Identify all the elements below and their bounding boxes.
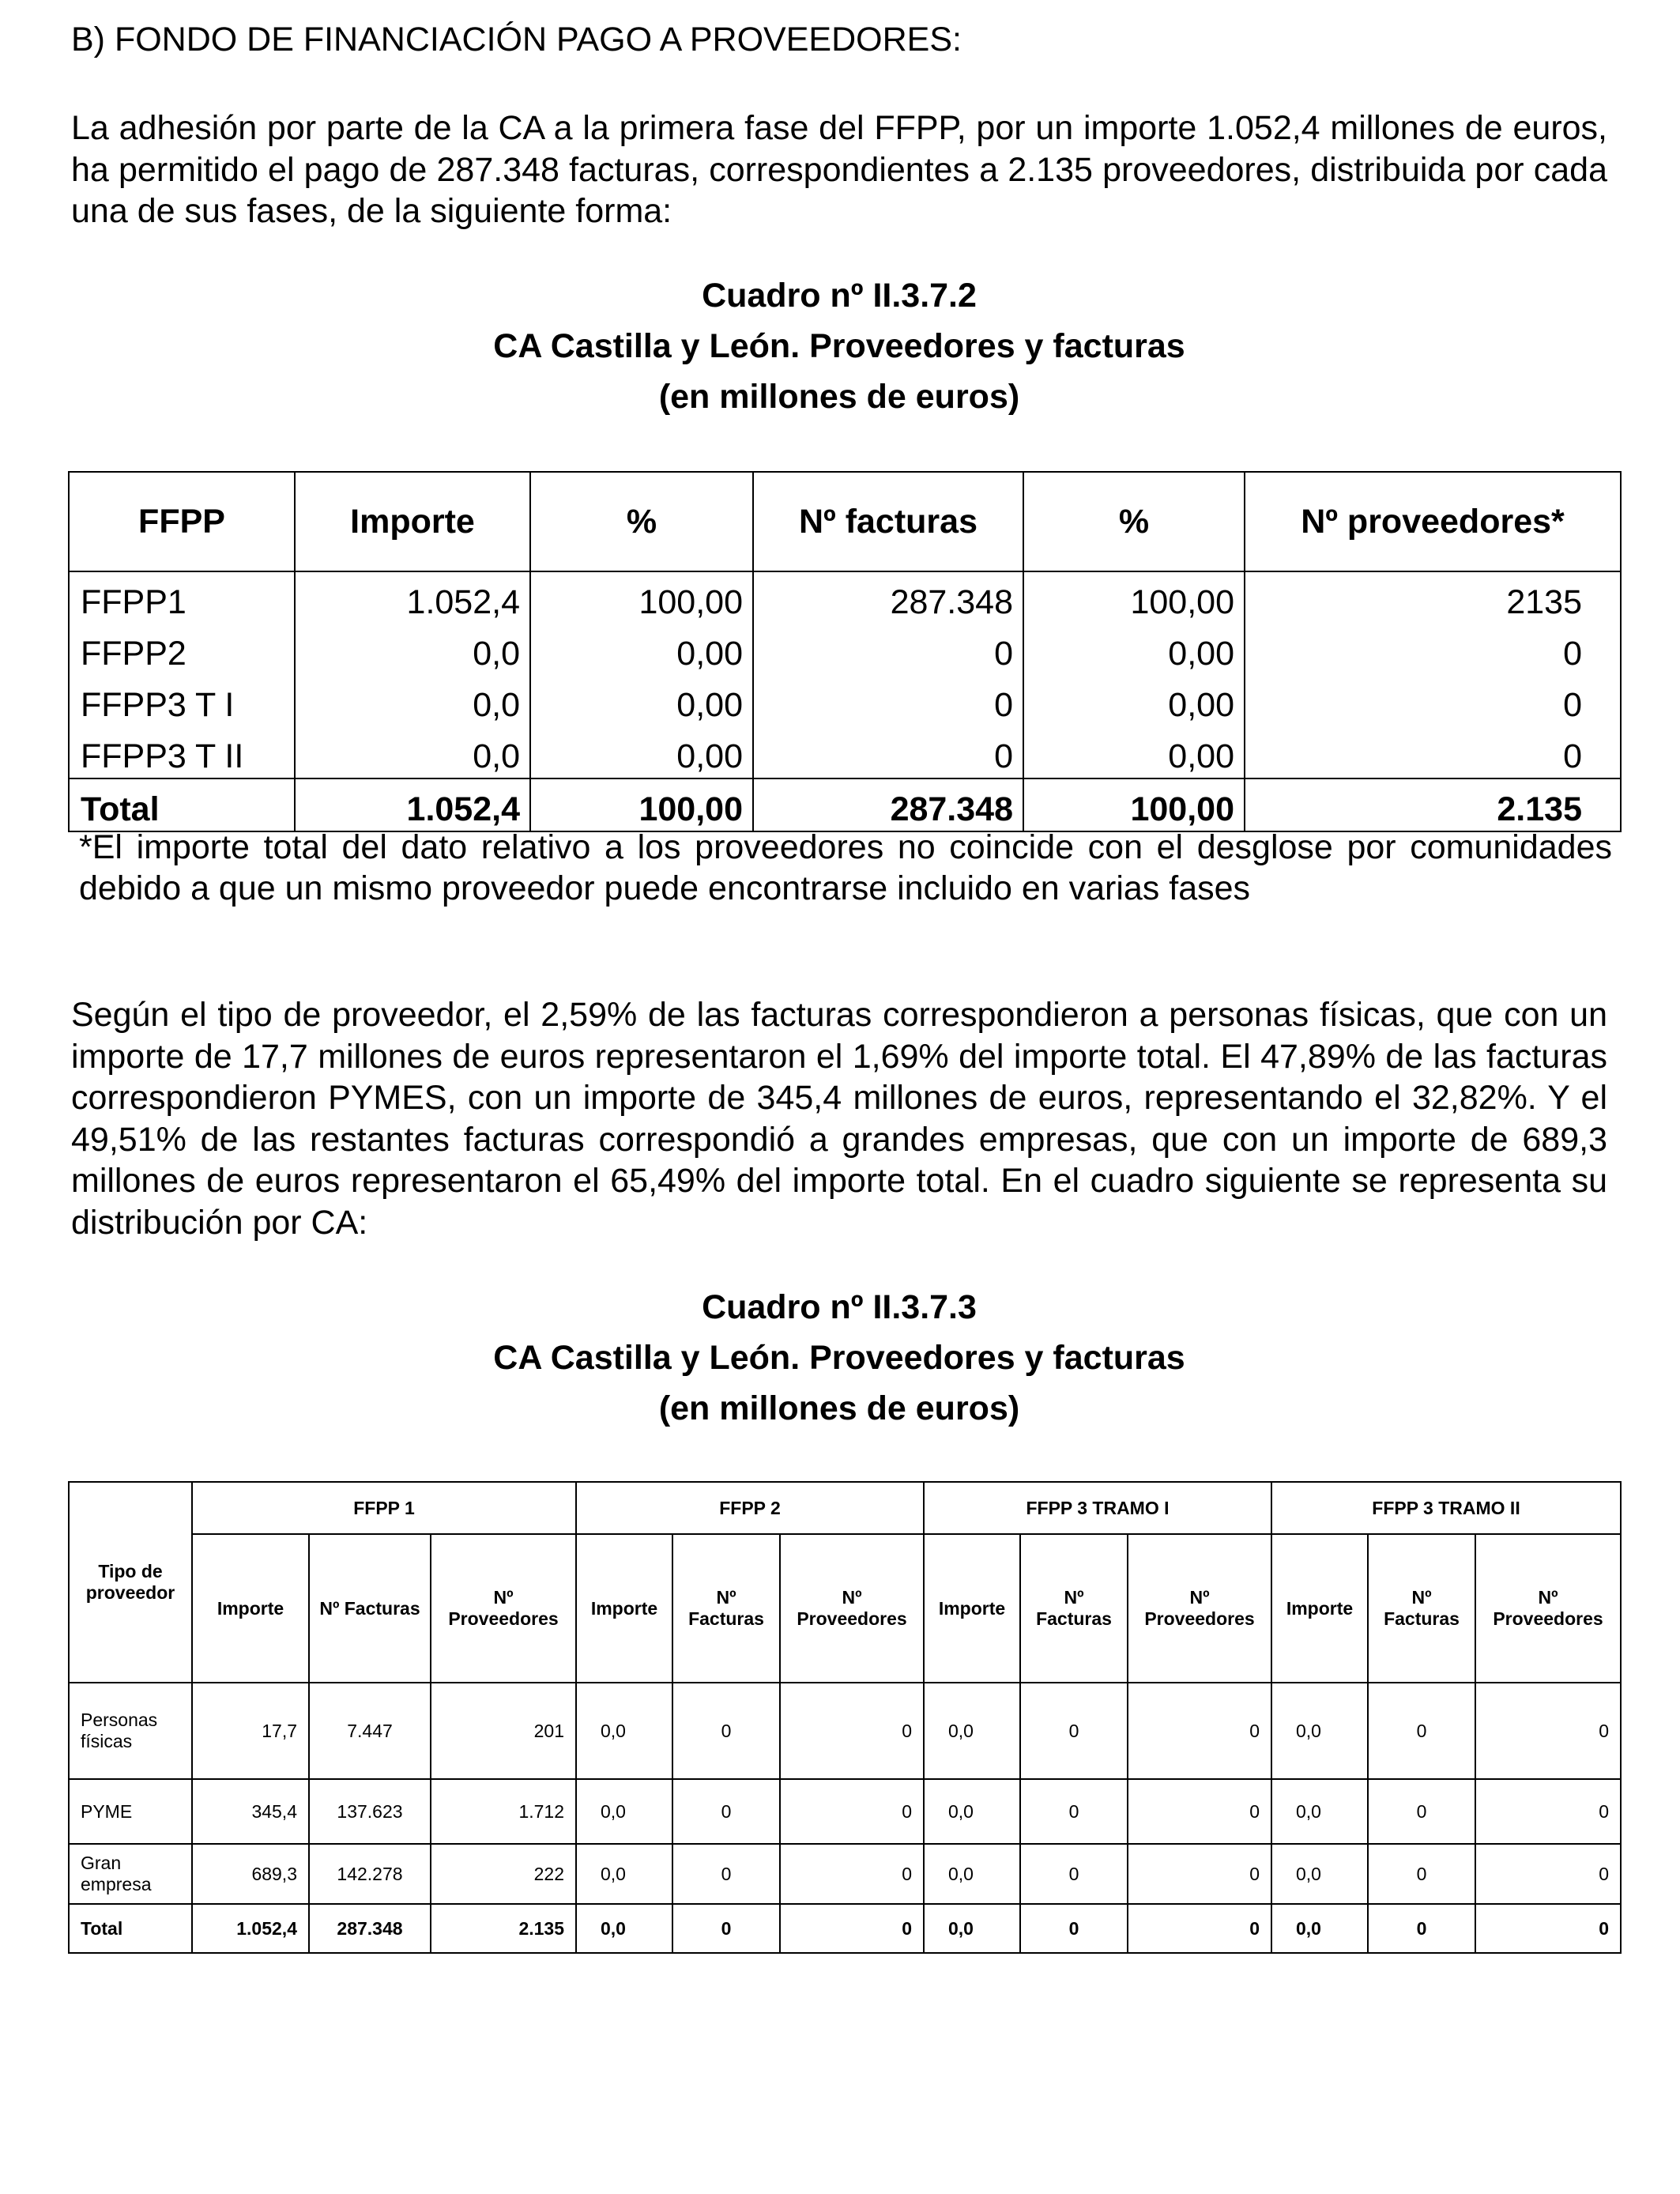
table-cell: FFPP2 <box>69 624 295 675</box>
table-cell: 345,4 <box>192 1779 309 1844</box>
row-label: Personas físicas <box>69 1683 192 1779</box>
table-cell: 0,0 <box>576 1844 672 1904</box>
table-cell: FFPP1 <box>69 571 295 624</box>
table-cell: 287.348 <box>753 778 1023 831</box>
table-cell: 0,0 <box>924 1683 1020 1779</box>
table-cell: 0,0 <box>1271 1779 1368 1844</box>
table-cell: 0 <box>780 1844 924 1904</box>
table-cell: 0,0 <box>295 675 530 726</box>
column-header: Nº Proveedores <box>1128 1534 1271 1683</box>
group-header: FFPP 3 TRAMO II <box>1271 1482 1621 1534</box>
group-header: FFPP 2 <box>576 1482 924 1534</box>
table-cell: 0,0 <box>576 1779 672 1844</box>
table-cell: 0 <box>1128 1779 1271 1844</box>
table2-caption-units: (en millones de euros) <box>658 1389 1020 1427</box>
table-cell: 0,0 <box>1271 1683 1368 1779</box>
table-cell: 0 <box>780 1683 924 1779</box>
table-cell: 142.278 <box>309 1844 431 1904</box>
table-row <box>69 675 1621 726</box>
column-header: Nº Proveedores <box>1475 1534 1621 1683</box>
table-cell: 100,00 <box>530 571 753 624</box>
table-cell: 2.135 <box>1245 778 1621 831</box>
table-cell: 0 <box>1128 1683 1271 1779</box>
table-cell: 0 <box>1128 1844 1271 1904</box>
table-cell: FFPP3 T II <box>69 726 295 778</box>
column-header: Importe <box>924 1534 1020 1683</box>
sub-header-row <box>69 1534 1621 1683</box>
table1-footnote: *El importe total del dato relativo a los proveedores no coincide con el desglose por comunidades debido a que un mismo proveedor puede encontrarse incluido en varias fases <box>79 828 1612 907</box>
table-cell: 0,0 <box>924 1844 1020 1904</box>
column-header: Nº Facturas <box>672 1534 780 1683</box>
column-header: Nº Facturas <box>1368 1534 1475 1683</box>
table-cell: 1.052,4 <box>295 778 530 831</box>
table-cell: 0 <box>753 726 1023 778</box>
table-cell: 0 <box>753 624 1023 675</box>
table-cell: 2135 <box>1245 571 1621 624</box>
table-cell: 0,0 <box>924 1779 1020 1844</box>
table-cell: 0,0 <box>924 1904 1020 1953</box>
table-cell: 7.447 <box>309 1683 431 1779</box>
table-cell: 222 <box>431 1844 576 1904</box>
column-header: Nº facturas <box>753 472 1023 571</box>
column-header: Nº Facturas <box>309 1534 431 1683</box>
table-cell: 0 <box>672 1683 780 1779</box>
table-cell: 0,0 <box>295 726 530 778</box>
table2-caption-number: Cuadro nº II.3.7.3 <box>702 1288 977 1326</box>
group-header-row <box>69 1482 1621 1534</box>
table-header-row <box>69 472 1621 571</box>
table-row <box>69 571 1621 624</box>
table-cell: 100,00 <box>530 778 753 831</box>
table-cell: 0 <box>1475 1683 1621 1779</box>
table-cell: 0 <box>1368 1683 1475 1779</box>
column-header: % <box>530 472 753 571</box>
table-cell: 0,0 <box>1271 1844 1368 1904</box>
table-cell: FFPP3 T I <box>69 675 295 726</box>
column-header: FFPP <box>69 472 295 571</box>
group-header: FFPP 3 TRAMO I <box>924 1482 1271 1534</box>
table-cell: 0,00 <box>1023 726 1245 778</box>
table-row <box>69 1844 1621 1904</box>
ffpp-summary-table <box>68 471 1622 832</box>
table-cell: 0,0 <box>1271 1904 1368 1953</box>
table-cell: 1.052,4 <box>295 571 530 624</box>
table-cell: 0 <box>1368 1904 1475 1953</box>
column-header: Nº Proveedores <box>431 1534 576 1683</box>
table-cell: 0 <box>1020 1844 1128 1904</box>
column-header: Nº proveedores* <box>1245 472 1621 571</box>
table-cell: 0 <box>780 1779 924 1844</box>
table-cell: 1.052,4 <box>192 1904 309 1953</box>
table-cell: Total <box>69 778 295 831</box>
column-header: Nº Facturas <box>1020 1534 1128 1683</box>
column-header: % <box>1023 472 1245 571</box>
table-row <box>69 726 1621 778</box>
table-cell: 689,3 <box>192 1844 309 1904</box>
group-header: FFPP 1 <box>192 1482 576 1534</box>
table-cell: 2.135 <box>431 1904 576 1953</box>
table-cell: 0,00 <box>530 675 753 726</box>
table-row <box>69 624 1621 675</box>
table1-caption-units: (en millones de euros) <box>658 378 1020 416</box>
table-cell: 0 <box>1245 726 1621 778</box>
row-label: PYME <box>69 1779 192 1844</box>
table-cell: 0,00 <box>1023 675 1245 726</box>
provider-type-paragraph: Según el tipo de proveedor, el 2,59% de las facturas correspondieron a personas físicas, que con un importe de 17,7 millones de euros representaron el 1,69% del importe total. El 47,89% de las facturas correspondieron PYMES, con un importe de 345,4 millones de euros, representando el 32,82%. Y el 49,51% de las restantes facturas correspondió a grandes empresas, que con un importe de 689,3 millones de euros representaron el 65,49% del importe total. En el cuadro siguiente se representa su distribución por CA: <box>71 996 1607 1242</box>
row-label: Gran empresa <box>69 1844 192 1904</box>
table-cell: 0 <box>1475 1904 1621 1953</box>
table-cell: 0,0 <box>576 1683 672 1779</box>
table-total-row <box>69 1904 1621 1953</box>
provider-type-table <box>68 1481 1622 1954</box>
table1-caption-number: Cuadro nº II.3.7.2 <box>702 277 977 315</box>
table-cell: 0 <box>1020 1683 1128 1779</box>
table-cell: 0 <box>1020 1779 1128 1844</box>
table-cell: 137.623 <box>309 1779 431 1844</box>
table-cell: 0,00 <box>530 726 753 778</box>
table-cell: 287.348 <box>753 571 1023 624</box>
table1-caption <box>71 270 1607 422</box>
section-heading: B) FONDO DE FINANCIACIÓN PAGO A PROVEEDORES: <box>71 21 962 58</box>
table-cell: 0 <box>1475 1779 1621 1844</box>
table-cell: 0 <box>1368 1844 1475 1904</box>
table-cell: 17,7 <box>192 1683 309 1779</box>
row-label: Total <box>69 1904 192 1953</box>
column-header: Importe <box>295 472 530 571</box>
table-row <box>69 1779 1621 1844</box>
table-cell: 0 <box>1245 675 1621 726</box>
table-cell: 0 <box>1020 1904 1128 1953</box>
table-cell: 0,00 <box>1023 624 1245 675</box>
table-cell: 1.712 <box>431 1779 576 1844</box>
table-cell: 0 <box>672 1904 780 1953</box>
table-cell: 0 <box>1245 624 1621 675</box>
column-header: Importe <box>192 1534 309 1683</box>
column-header: Importe <box>1271 1534 1368 1683</box>
table-cell: 0,0 <box>576 1904 672 1953</box>
table-cell: 287.348 <box>309 1904 431 1953</box>
table-row <box>69 1683 1621 1779</box>
table2-caption-title: CA Castilla y León. Proveedores y facturas <box>493 1339 1185 1377</box>
table-cell: 0,00 <box>530 624 753 675</box>
table-cell: 0,0 <box>295 624 530 675</box>
column-header: Importe <box>576 1534 672 1683</box>
table-cell: 0 <box>672 1844 780 1904</box>
table2-caption <box>71 1282 1607 1434</box>
table-cell: 201 <box>431 1683 576 1779</box>
table-total-row <box>69 778 1621 831</box>
table-cell: 100,00 <box>1023 778 1245 831</box>
table-cell: 0 <box>672 1779 780 1844</box>
column-header: Nº Proveedores <box>780 1534 924 1683</box>
table-cell: 0 <box>753 675 1023 726</box>
table-cell: 100,00 <box>1023 571 1245 624</box>
intro-paragraph: La adhesión por parte de la CA a la primera fase del FFPP, por un importe 1.052,4 millones de euros, ha permitido el pago de 287.348 facturas, correspondientes a 2.135 proveedores, distribuida por cada una de sus fases, de la siguiente forma: <box>71 109 1607 230</box>
table-cell: 0 <box>780 1904 924 1953</box>
table-cell: 0 <box>1368 1779 1475 1844</box>
tipo-proveedor-header: Tipo de proveedor <box>69 1482 192 1683</box>
table1-caption-title: CA Castilla y León. Proveedores y facturas <box>493 327 1185 365</box>
table-cell: 0 <box>1128 1904 1271 1953</box>
table-cell: 0 <box>1475 1844 1621 1904</box>
